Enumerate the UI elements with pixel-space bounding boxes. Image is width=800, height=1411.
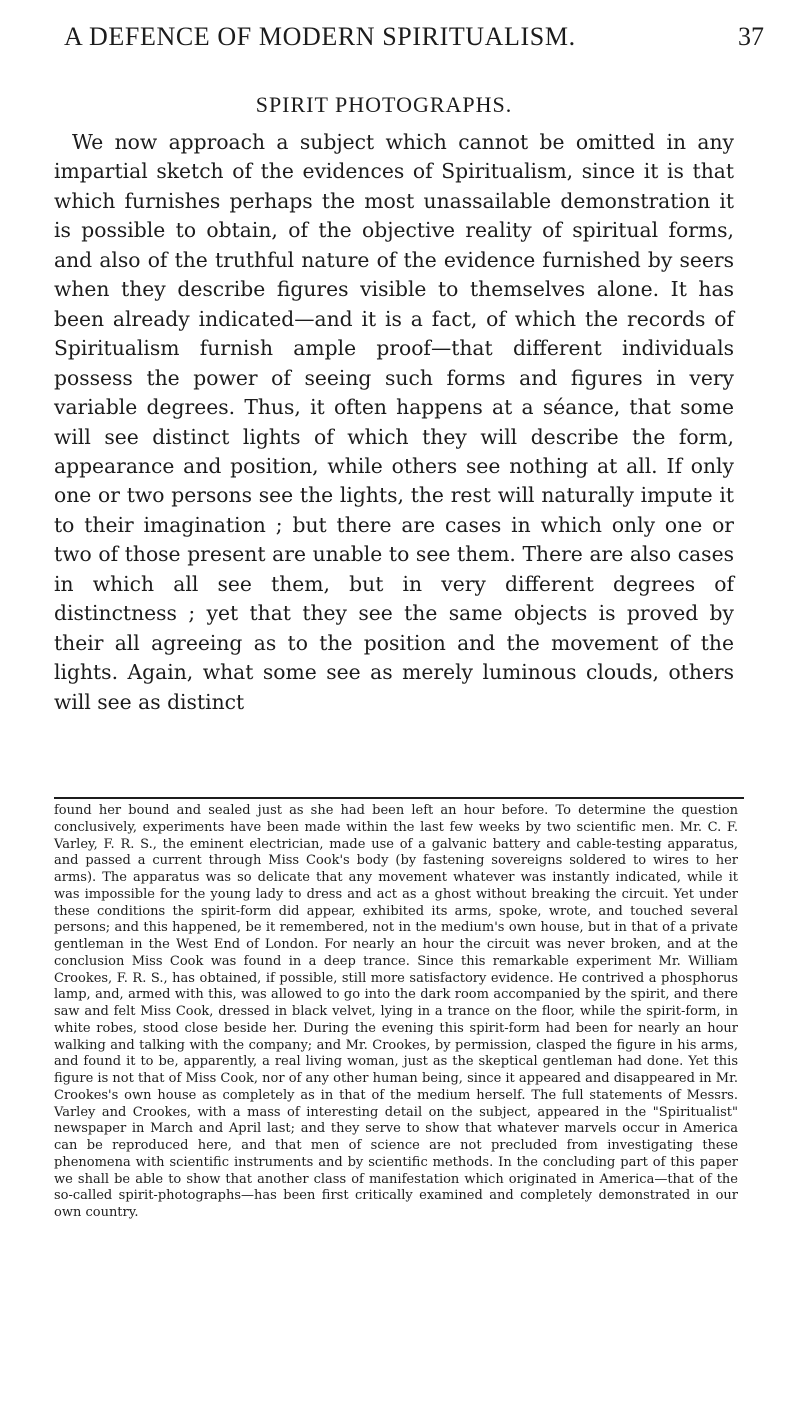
section-heading: SPIRIT PHOTOGRAPHS. (255, 92, 513, 117)
footnote-divider (54, 797, 744, 799)
running-head (44, 18, 764, 58)
main-paragraph: We now approach a subject which cannot be omitted in any impartial sketch of the evidences of Spiritualism, since it is that which furnishes perhaps the most unassailable demonstration it is possible to obtain, of the objective reality of spiritual forms, and also of the truthful nature of the evidence furnished by seers when they describe figures visible to themselves alone. It has been already indicated—and it is a fact, of which the records of Spiritualism furnish ample proof—that different individuals possess the power of seeing such forms and figures in very variable degrees. Thus, it often happens at a séance, that some will see distinct lights of which they will describe the form, appearance and position, while others see nothing at all. If only one or two persons see the lights, the rest will naturally impute it to their imagination ; but there are cases in which only one or two of those present are unable to see them. There are also cases in which all see them, but in very different degrees of distinctness ; yet that they see the same objects is proved by their all agreeing as to the position and the movement of the lights. Again, what some see as merely luminous clouds, others will see as distinct (54, 130, 734, 714)
running-title: A DEFENCE OF MODERN SPIRITUALISM. (64, 22, 576, 51)
footnote-text: found her bound and sealed just as she had been left an hour before. To determine the question conclusively, experiments have been made within the last few weeks by two scientific men. Mr. C. F. Varley, F. R. S., the eminent electrician, made use of a galvanic battery and cable-testing apparatus, and passed a current through Miss Cook's body (by fastening sovereigns soldered to wires to her arms). The apparatus was so delicate that any movement whatever was instantly indicated, while it was impossible for the young lady to dress and act as a ghost without breaking the circuit. Yet under these conditions the spirit-form did appear, exhibited its arms, spoke, wrote, and touched several persons; and this happened, be it remembered, not in the medium's own house, but in that of a private gentleman in the West End of London. For nearly an hour the circuit was never broken, and at the conclusion Miss Cook was found in a deep trance. Since this remarkable experiment Mr. William Crookes, F. R. S., has obtained, if possible, still more satisfactory evidence. He contrived a phosphorus lamp, and, armed with this, was allowed to go into the dark room accompanied by the spirit, and there saw and felt Miss Cook, dressed in black velvet, lying in a trance on the floor, while the spirit-form, in white robes, stood close beside her. During the evening this spirit-form had been for nearly an hour walking and talking with the company; and Mr. Crookes, by permission, clasped the figure in his arms, and found it to be, apparently, a real living woman, just as the skeptical gentleman had done. Yet this figure is not that of Miss Cook, nor of any other human being, since it appeared and disappeared in Mr. Crookes's own house as completely as in that of the medium herself. The full statements of Messrs. Varley and Crookes, with a mass of interesting detail on the subject, appeared in the "Spiritualist" newspaper in March and April last; and they serve to show that whatever marvels occur in America can be reproduced here, and that men of science are not precluded from investigating these phenomena with scientific instruments and by scientific methods. In the concluding part of this paper we shall be able to show that another class of manifestation which originated in America—that of the so-called spirit-photographs—has been first critically examined and completely demonstrated in our own country. (54, 803, 738, 1220)
page-number: 37 (738, 22, 764, 51)
